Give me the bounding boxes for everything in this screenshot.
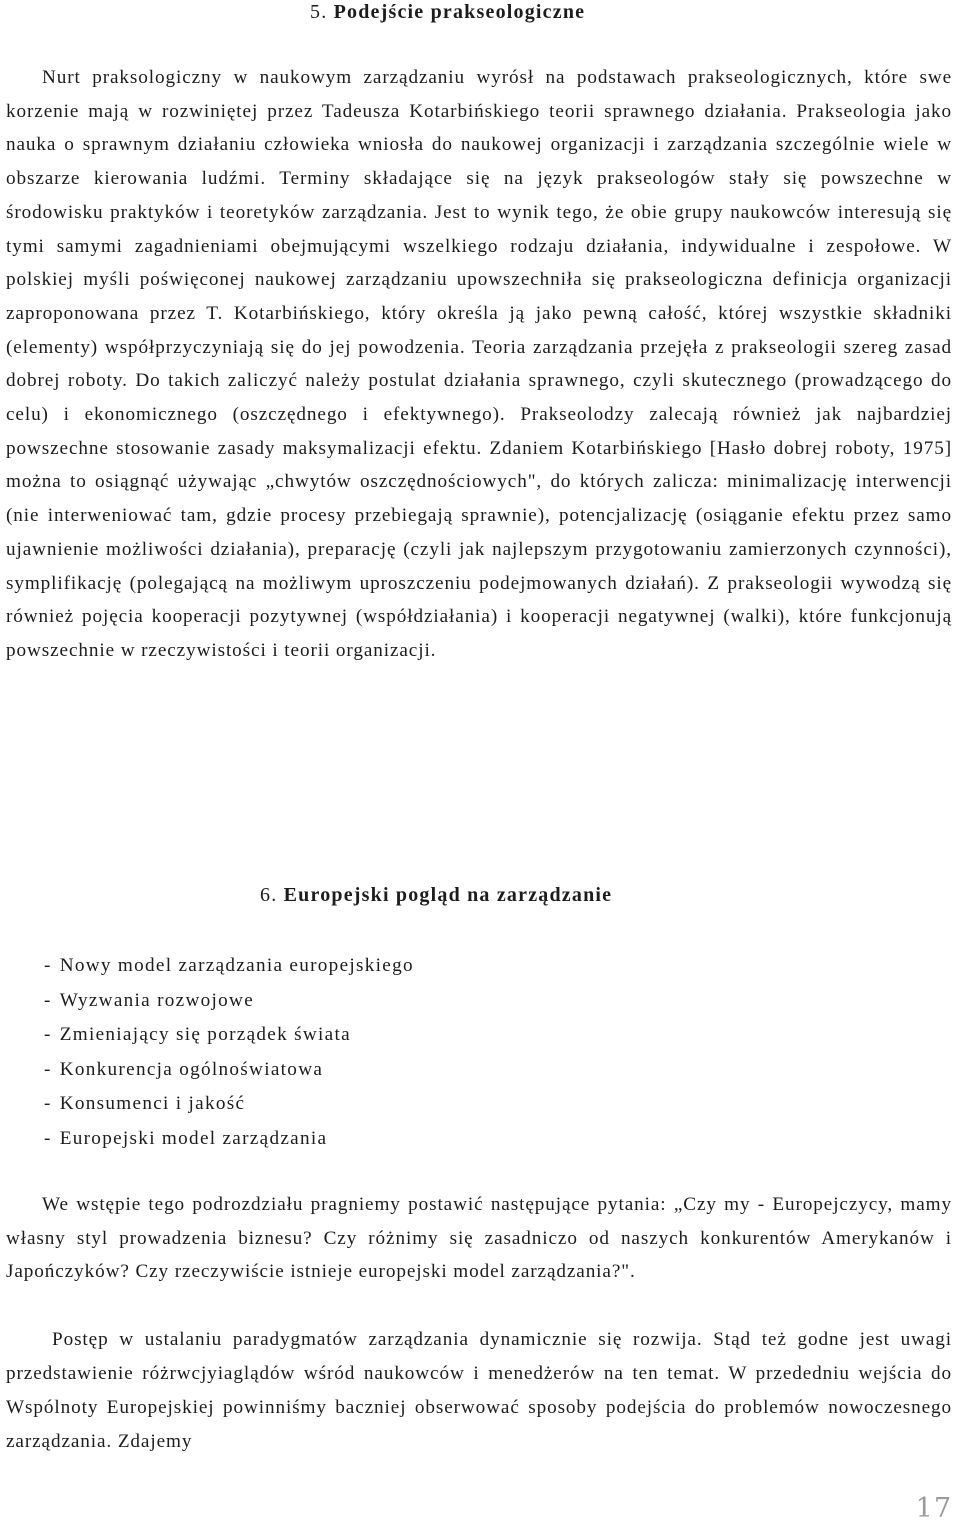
section-5-title: Podejście prakseologiczne (333, 1, 586, 23)
section-5-paragraph: Nurt praksologiczny w naukowym zarządzaniu wyrósł na podstawach prakseologicznych, które swe korzenie mają w rozwiniętej przez Tadeusza Kotarbińskiego teorii sprawnego działania. Prakseologia jako nauka o sprawnym działaniu człowieka wniosła do naukowej organizacji i zarządzania szczególnie wiele w obszarze kierowania ludźmi. Terminy składające się na język prakseologów stały się powszechne w środowisku praktyków i teoretyków zarządzania. Jest to wynik tego, że obie grupy naukowców interesują się tymi samymi zagadnieniami obejmującymi wszelkiego rodzaju działania, indywidualne i zespołowe. W polskiej myśli poświęconej naukowej zarządzaniu upowszechniła się prakseologiczna definicja organizacji zaproponowana przez T. Kotarbińskiego, który określa ją jako pewną całość, której wszystkie składniki (elementy) współprzyczyniają się do jej powodzenia. Teoria zarządzania przejęła z prakseologii szereg zasad dobrej roboty. Do takich zaliczyć należy postulat działania sprawnego, czyli skutecznego (prowadzącego do celu) i ekonomicznego (oszczędnego i efektywnego). Prakseolodzy zalecają również jak najbardziej powszechne stosowanie zasady maksymalizacji efektu. Zdaniem Kotarbińskiego [Hasło dobrej roboty, 1975] można to osiągnąć używając „chwytów oszczędnościowych", do których zalicza: minimalizację interwencji (nie interweniować tam, gdzie procesy przebiegają sprawnie), potencjalizację (osiąganie efektu przez samo ujawnienie możliwości działania), preparację (czyli jak najlepszym przygotowaniu zamierzonych czynności), symplifikację (polegającą na możliwym uproszczeniu podejmowanych działań). Z prakseologii wywodzą się również pojęcia kooperacji pozytywnej (współdziałania) i kooperacji negatywnej (walki), które funkcjonują powszechnie w rzeczywistości i teorii organizacji. (6, 67, 952, 661)
list-marker: - (44, 1093, 52, 1115)
section-5-number: 5. (310, 1, 328, 23)
list-item (44, 984, 414, 1019)
list-item-text: Zmieniający się porządek świata (59, 1024, 351, 1046)
list-item-text: Wyzwania rozwojowe (59, 989, 255, 1011)
topics-list (44, 949, 414, 1157)
list-item (44, 1122, 414, 1157)
list-item (44, 1018, 414, 1053)
list-marker: - (44, 1024, 52, 1046)
list-item-text: Konsumenci i jakość (59, 1093, 246, 1115)
list-item-text: Konkurencja ogólnoświatowa (59, 1058, 324, 1080)
list-marker: - (44, 1127, 52, 1149)
list-item (44, 949, 414, 984)
section-6-heading (260, 884, 612, 907)
list-marker: - (44, 1058, 52, 1080)
page-number: 17 (915, 1493, 952, 1524)
list-marker: - (44, 955, 52, 976)
list-item-text: Europejski model zarządzania (59, 1127, 328, 1149)
list-item (44, 1087, 414, 1122)
section-6-paragraph-1: We wstępie tego podrozdziału pragniemy postawić następujące pytania: „Czy my - Europejczycy, mamy własny styl prowadzenia biznesu? Czy różnimy się zasadniczo od naszych konkurentów Amerykanów i Japończyków? Czy rzeczywiście istnieje europejski model zarządzania?". (6, 1194, 952, 1283)
list-marker: - (44, 989, 52, 1011)
section-6-number: 6. (260, 884, 278, 906)
section-6-paragraph-2: Postęp w ustalaniu paradygmatów zarządzania dynamicznie się rozwija. Stąd też godne jest uwagi przedstawienie różrwcjyiaglądów wśród naukowców i menedżerów na ten temat. W przededniu wejścia do Wspólnoty Europejskiej powinniśmy baczniej obserwować sposoby podejścia do problemów nowoczesnego zarządzania. Zdajemy (6, 1329, 952, 1452)
section-6-title: Europejski pogląd na zarządzanie (283, 884, 613, 906)
section-5-heading (310, 1, 585, 24)
list-item (44, 1053, 414, 1088)
list-item-text: Nowy model zarządzania europejskiego (59, 955, 414, 976)
